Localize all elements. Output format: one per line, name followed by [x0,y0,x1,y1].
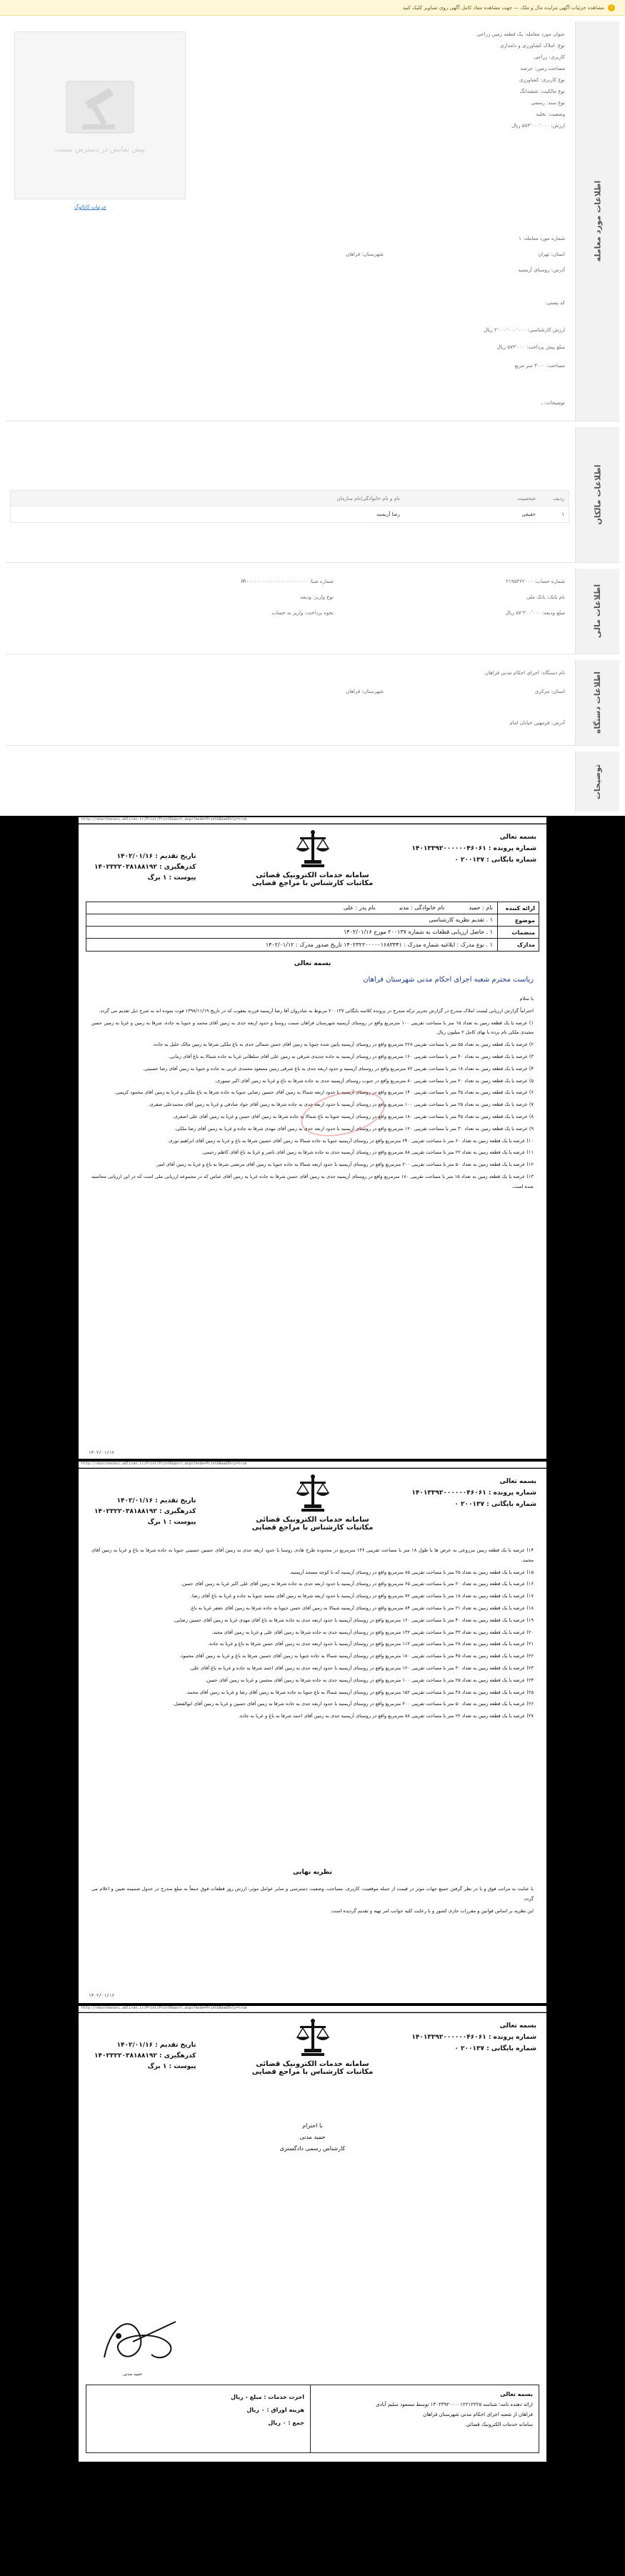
page-date: ۱۴۰۲/۰۱/۱۶ [89,1993,115,1998]
item-image-placeholder[interactable] [14,31,186,199]
scan-page-3 [79,2013,546,2462]
field-8: ارزش: ۵۷۳٬۰۰۰٬۰۰۰ ریال [511,123,565,129]
section-agency [6,660,619,746]
judiciary-scales-icon [294,829,331,869]
detail-field-7: مساحت: ۳۰۰۰ متر مربع [514,363,565,369]
notice-banner [0,0,625,16]
fin-field-0: شماره حساب: ۲۱۹۵۳۶۲۰۰۰ [506,579,565,584]
section-label: توضیحات [575,752,619,812]
letter-body-continued: ۱۴) عرصه یا یک قطعه زمین مزروعی به عرض ها یا طول ۱۸ متر با مساحت تقریبی ۱۳۶ مترمربع در محدوده طرح هادی روستا با حدود اربعه جدی به زمین آقای حسین حسینی جنوبا به جاده شرقا به باغ و غربا به زمین آقای محمد. ۱۵) عرصه یا یک قطعه زمین به تعداد ۲۵ متر با مساحت تقریبی ۸۵ مترمربع واقع در روستای آریمنیه که با کوچه مسجد آریمنیه. ۱۶) عرصه یا یک قطعه زمین به تعداد ۲۰ متر با مساحت تقریبی ۶۵ مترمربع واقع در روستای آریمنیه با حدود اربعه جدی به جاده شرقا به زمین آقای علی اکبر غربا به زمین آقای حسن. ۱۷) عرصه یا یک قطعه زمین به تعداد ۱۸ متر با مساحت تقریبی ۷۲ مترمربع واقع در روستای آریمنیه با حدود اربعه شرقا به زمین آقای محمد جنوبا به جاده و غربا به باغ آقای رضا. ۱۸) عرصه یا یک قطعه زمین به تعداد ۲۱ متر با مساحت تقریبی ۸۴ مترمربع واقع در روستای آریمنیه شمالا به زمین آقای حسن جنوبا به جاده شرقا به زمین آقای جعفر غربا به باغ. ۱۹) عرصه یا یک قطعه زمین به تعداد ۴۰ متر با مساحت تقریبی ۱۶۰ مترمربع واقع در روستای آریمنیه با حدود اربعه جدی به جاده شرقا به باغ آقای مهدی غربا به زمین آقای حسین رضایی. ۲۰) عرصه یا یک قطعه زمین به تعداد ۳۳ متر با مساحت تقریبی ۱۳۲ مترمربع واقع در روستای آریمنیه جدی به جاده شرقا به زمین آقای علی و غربا به زمین آقای مجید. ۲۱) عرصه یا یک قطعه زمین به تعداد ۲۸ متر با مساحت تقریبی ۱۱۲ مترمربع واقع در روستای آریمنیه با حدود اربعه جدی به زمین آقای حسن شرقا به باغ و غربا به جاده. ۲۲) عرصه یا یک قطعه زمین به تعداد ۴۵ متر با مساحت تقریبی ۱۸۰ مترمربع واقع در روستای آریمنیه شمالا به جاده جنوبا به زمین آقای حسین شرقا به باغ و غربا به زمین آقای محمود. ۲۳) عرصه یا یک قطعه زمین به تعداد ۳۰ متر با مساحت تقریبی ۱۲۰ مترمربع واقع در روستای آریمنیه با حدود اربعه جدی به زمین آقای احمد شرقا به جاده و غربا به باغ آقای علی. ۲۴) عرصه یا یک قطعه زمین به تعداد ۲۵ متر با مساحت تقریبی ۱۰۰ مترمربع واقع در روستای آریمنیه جدی به جاده شرقا به زمین آقای محسن و غربا به زمین آقای حسن. ۲۵) عرصه یا یک قطعه زمین به تعداد ۳۸ متر با مساحت تقریبی ۱۵۲ مترمربع واقع در روستای آریمنیه شمالا به باغ جنوبا به جاده شرقا به زمین آقای رضا و غربا به زمین آقای محمد. ۲۶) عرصه یا یک قطعه زمین به تعداد ۵۰ متر با مساحت تقریبی ۲۰۰ مترمربع واقع در روستای آریمنیه با حدود اربعه جدی به جاده شرقا به زمین آقای حسین و غربا به زمین آقای ابوالفضل. ۲۷) عرصه یا یک قطعه زمین به تعداد ۲۲ متر با مساحت تقریبی ۸۸ مترمربع واقع در روستای آریمنیه جدی به زمین آقای احمد شرقا به باغ و غربا به جاده. [91,1547,534,1719]
letter-basmeh: بسمه تعالی [294,960,331,967]
field-7: وضعیت: تخلیه [536,111,565,117]
signature-name: حمید مدنی [123,2372,143,2377]
field-0: عنوان مورد معامله: یک قطعه زمین زراعی [476,31,565,37]
judiciary-scales-icon [294,2017,331,2057]
fin-field-5: نحوه پرداخت: واریز به حساب [271,610,334,616]
letter-recipient: ریاست محترم شعبه اجرای احکام مدنی شهرستان فراهان [363,976,534,984]
field-3: مساحت زمین: عرصه [520,66,565,71]
detail-field-1: استان: تهران [538,251,565,257]
fin-field-2: نام بانک: بانک ملی [526,594,565,600]
archive-number: شماره بایگانی : ۲۰۰۱۳۷ ۰ [454,857,536,864]
details-panel [0,16,625,816]
field-2: کاربری: زراعی [534,54,565,60]
table-header: ردیف شخصیت نام و نام خانوادگی/نام سازمان [11,491,569,506]
agency-field-0: نام دستگاه: اجرای احکام مدنی فراهان [484,670,565,676]
gavel-icon [61,77,139,141]
receipt-info: بسمه تعالی ارائه دهنده نامه: شناسه ۱۴۰۲۳۹۲۰۰۰۰۱۲۲۱۲۲۲۵ توسط مسعود سلیم آبادی فراهان از شعبه اجرای احکام مدنی شهرستان فراهان سامانه خدمات الکترونیک قضائی [310,2385,539,2452]
final-opinion-text: با عنایت به مراتب فوق و با در نظر گرفتن جمیع جهات موثر در قیمت از جمله موقعیت، کاربری، مساحت، وضعیت دسترسی و سایر عوامل موثر، ارزش روز قطعات فوق جمعاً به مبلغ مندرج در جدول ضمیمه تعیین و اعلام می گردد. این نظریه بر اساس قوانین و مقررات جاری کشور و با رعایت کلیه جوانب امر تهیه و تقدیم گردیده است. [91,1886,534,1914]
section-label: اطلاعات مورد معامله [575,21,619,421]
detail-field-6: مبلغ پیش پرداخت: ۵۷۳٬۰۰۰ ریال [496,344,565,350]
section-label: اطلاعات مالی [575,569,619,654]
section-item-info [6,21,619,421]
notice-text: مشاهده جزئیات آگهی مزایده مال و ملک — جهت مشاهده مفاد کامل آگهی روی تصاویر کلیک کنید [402,4,604,11]
section-label: اطلاعات دستگاه [575,660,619,745]
agency-field-2: شهرستان: فراهان [346,689,384,694]
section-financial [6,569,619,654]
fin-field-4: مبلغ ودیعه: ۵۷٬۳۰۰٬۰۰۰ ریال [505,610,565,616]
scan-page-1 [79,824,546,1459]
detail-field-0: شماره مورد معامله: ۱ [519,236,565,241]
fee-info: اجرت خدمات : مبلغ - ریال هزینه اوراق : ۰ ریال جمع : ۰ ریال [231,2394,304,2426]
page-header: بسمه تعالی شماره پرونده : ۱۴۰۱۳۳۹۲۰۰۰۰۰۰۴۶۰۶۱ شماره بایگانی : ۲۰۰۱۳۷ ۰ سامانه خدمات الکترونیک قضائی مکاتبات کارشناس با مراجع قضایی تاریخ تقدیم : ۱۴۰۲/۰۱/۱۶ کدرهگیری : ۱۴۰۲۳۲۲۰۳۸۱۸۸۱۹۲ پیوست : ۱ برگ [79,2013,546,2085]
detail-field-3: آدرس: روستای آریمنیه [518,267,565,273]
detail-field-4: کد پستی: [545,300,565,306]
fin-field-3: نوع واریز: ودیعه [300,594,334,600]
system-subtitle: مکاتبات کارشناس با مراجع قضایی [251,879,374,887]
table-row: ۱ حقیقی رضا آریمنیه [376,511,564,517]
field-5: نوع مالکیت: ششدانگ [519,89,565,94]
agency-field-1: استان: مرکزی [534,689,565,694]
detail-field-2: شهرستان: فراهان [346,251,384,257]
owners-table [10,490,569,523]
url-strip: http://ekarshenasi.adliran.ir/Print/PrintReport.aspx?mode=Print&ReadOnly=true [79,817,546,824]
attachment-count: پیوست : ۱ برگ [147,874,196,882]
case-number: شماره پرونده : ۱۴۰۱۳۳۹۲۰۰۰۰۰۰۴۶۰۶۱ [411,845,536,852]
scan-page-2 [79,1469,546,2003]
expert-role: کارشناس رسمی دادگستری [279,2145,346,2152]
tracking-code: کدرهگیری : ۱۴۰۲۳۲۲۰۳۸۱۸۸۱۹۲ [94,864,196,871]
signature-block [79,2120,546,2155]
receipt-table [86,2385,539,2453]
agency-field-3: آدرس: فرمهین خیابان امام [509,720,565,726]
url-strip: http://ekarshenasi.adliran.ir/Print/PrintReport.aspx?mode=Print&ReadOnly=true [79,2006,546,2012]
scanned-document [0,816,625,2576]
section-owners [6,427,619,563]
detail-field-5: ارزش کارشناسی: ۲٬۰۰۰٬۰۰۰٬۰۰۰ ریال [484,327,565,333]
url-strip: http://ekarshenasi.adliran.ir/Print/PrintReport.aspx?mode=Print&ReadOnly=true [79,1462,546,1468]
section-label: اطلاعات مالکان [575,427,619,562]
closing-text: با احترام [302,2122,323,2129]
submit-date: تاریخ تقدیم : ۱۴۰۲/۰۱/۱۶ [116,853,196,860]
final-opinion-title: نظریه نهایی [293,1869,332,1876]
page-date: ۱۴۰۲/۰۱/۱۶ [89,1450,115,1455]
placeholder-text: پیش نمایش در دسترس نیست [55,146,145,154]
field-1: نوع: املاک کشاورزی و دامداری [499,43,565,49]
detail-field-8: توضیحات: ـ [541,400,565,406]
page-header: بسمه تعالی شماره پرونده : ۱۴۰۱۳۳۹۲۰۰۰۰۰۰۴۶۰۶۱ شماره بایگانی : ۲۰۰۱۳۷ ۰ سامانه خدمات الکترونیک قضائی مکاتبات کارشناس با مراجع قضایی تاریخ تقدیم : ۱۴۰۲/۰۱/۱۶ کدرهگیری : ۱۴۰۲۳۲۲۰۳۸۱۸۸۱۹۲ پیوست : ۱ برگ [79,1469,546,1540]
system-title: سامانه خدمات الکترونیک قضائی [256,872,369,879]
section-description [6,752,619,812]
info-table: ارائه کننده نام : حمیدنام خانوادگی : مدنینام پدر : علی موضوع ۱ . تقدیم نظریه کارشناسی منضمات ۱ . حاصل ارزیابی قطعات به شماره ۲۰۰۱۳۷ مورخ ۱۴۰۲/۰۱/۱۶ مدارک ۱ . نوع مدرک : ابلاغیه شماره مدرک : ۱۴۰۲۳۲۲۰۰۰۰۰۱۶۸۳۳۴۱ تاریخ صدور مدرک : ۱۴۰۲/۰۱/۱۲ [86,902,539,952]
field-4: نوع کاربری: کشاورزی [519,77,565,83]
basmeh: بسمه تعالی [499,834,536,841]
field-6: نوع سند: رسمی [531,100,565,106]
judiciary-scales-icon [294,1473,331,1513]
letter-body: با سلام احتراماً گزارش ارزیابی لیست املاک مندرج در گزارش تحریر ترکه مندرج در پرونده کلاسه بایگانی ۲۰۰۱۳۷ مربوط به شادروان آقا رضا آریمنیه فرزند یعقوب که در تاریخ ۱۳۹۸/۱۱/۱۹ فوت نموده اند به شرح ذیل تقدیم می گردد. ۱) عرصه یا یک قطعه زمین به تعداد ۱۵ متر با مساحت تقریبی ۱۰۰ مترمربع واقع در روستای آریمنیه شهرستان فراهان سمت روستا و حدود اربعه جدی به زمین آقای محمد و جنوبا به جاده، شرقا به زمین و غربا به زمین حسن مجیدی ملکی نام برده با بهای کامل ۲ میلیون ریال. ۲) عرصه یا یک قطعه زمین به تعداد ۵۵ متر با مساحت تقریبی ۲۲۸ مترمربع واقع در روستای آریمنیه پایین شده جنوبا به زمین آقای حسن شمالی جدی به باغ ملکی شرقا به زمین مالک خلیل به جاده. ۳) عرصه یا یک قطعه زمین به تعداد ۴۰ متر با مساحت تقریبی ۱۶۰ مترمربع واقع در روستای آریمنیه به جاده جدیدی شرقی به زمین علی آقای سلطانی غربا به جاده شمالا به باغ آقای زمانی. ۴) عرصه یا یک قطعه زمین به تعداد ۱۸ متر با مساحت تقریبی ۷۲ مترمربع واقع در روستای آریمنیه و حدود اربعه جدی به باغ شرقی زمین مسعود محمدی غربی به جاده و جنوبا به زمین آقای رضا حسینی. ۵) عرصه یا یک قطعه زمین به تعداد ۲۰ متر با مساحت تقریبی ۸۰ مترمربع واقع در جنوب روستای آریمنیه جدی به جاده شرقا به باغ و غربا به زمین آقای اکبر تیموری. ۶) عرصه یا یک قطعه زمین به تعداد ۳۵ متر با مساحت تقریبی ۱۴۰ مترمربع واقع در روستای آریمنیه با حدود اربعه شمالا به زمین آقای حسین رضایی جنوبا به جاده شرقا به باغ ملکی و غربا به زمین آقای محمود کریمی. ۷) عرصه یا یک قطعه زمین به تعداد ۲۵ متر با مساحت تقریبی ۱۰۰ مترمربع واقع در روستای آریمنیه با حدود اربعه جدی به جاده شرقا به زمین آقای جواد صادقی و غربا به زمین آقای محمدعلی صفری. ۸) عرصه یا یک قطعه زمین به تعداد ۴۵ متر با مساحت تقریبی ۱۸۰ مترمربع واقع در روستای آریمنیه جنوبا به باغ شمالا به جاده شرقا به زمین آقای حسن و غربا به زمین آقای علی اصغری. ۹) عرصه یا یک قطعه زمین به تعداد ۳۰ متر با مساحت تقریبی ۱۲۰ مترمربع واقع در روستای آریمنیه با حدود اربعه جدی به زمین آقای مهدی شرقا به جاده و غربا به زمین آقای رضا ملکی. ۱۰) عرصه یا یک قطعه زمین به تعداد ۶۰ متر با مساحت تقریبی ۲۴۰ مترمربع واقع در روستای آریمنیه جنوبا به جاده شمالا به زمین آقای حسین شرقا به باغ و غربا به زمین آقای ابراهیم نوری. ۱۱) عرصه یا یک قطعه زمین به تعداد ۲۲ متر با مساحت تقریبی ۸۸ مترمربع واقع در روستای آریمنیه جدی به جاده شرقا به زمین آقای ناصر و غربا به باغ آقای کاظم رحیمی. ۱۲) عرصه یا یک قطعه زمین به تعداد ۵۰ متر با مساحت تقریبی ۲۰۰ مترمربع واقع در روستای آریمنیه با حدود اربعه شمالا به جاده جنوبا به زمین آقای مرتضی شرقا به باغ و غربا به زمین آقای امیر. ۱۳) عرصه یا یک قطعه زمین به تعداد ۱۵ متر با مساحت تقریبی ۱۸۰ مترمربع واقع در روستای آریمنیه جدی به زمین آقای حسن شرقا به جاده غربا به زمین آقای عباس که در مجموعه ارزیابی ملی است که در این ارزیابی محاسبه شده است. [91,996,534,1189]
fin-field-1: شماره شبا: IR۰۰۰۰۰۰۰۰۰۰۰۰۰۰۰۰۰۰۰۰۰۰۰ [241,579,334,584]
handwritten-signature [90,2307,197,2386]
warning-icon: ! [608,4,615,11]
page-header [79,824,546,896]
expert-name: حمید مدنی [299,2134,326,2140]
catalog-link[interactable]: جزئیات کاتالوگ [74,204,106,210]
